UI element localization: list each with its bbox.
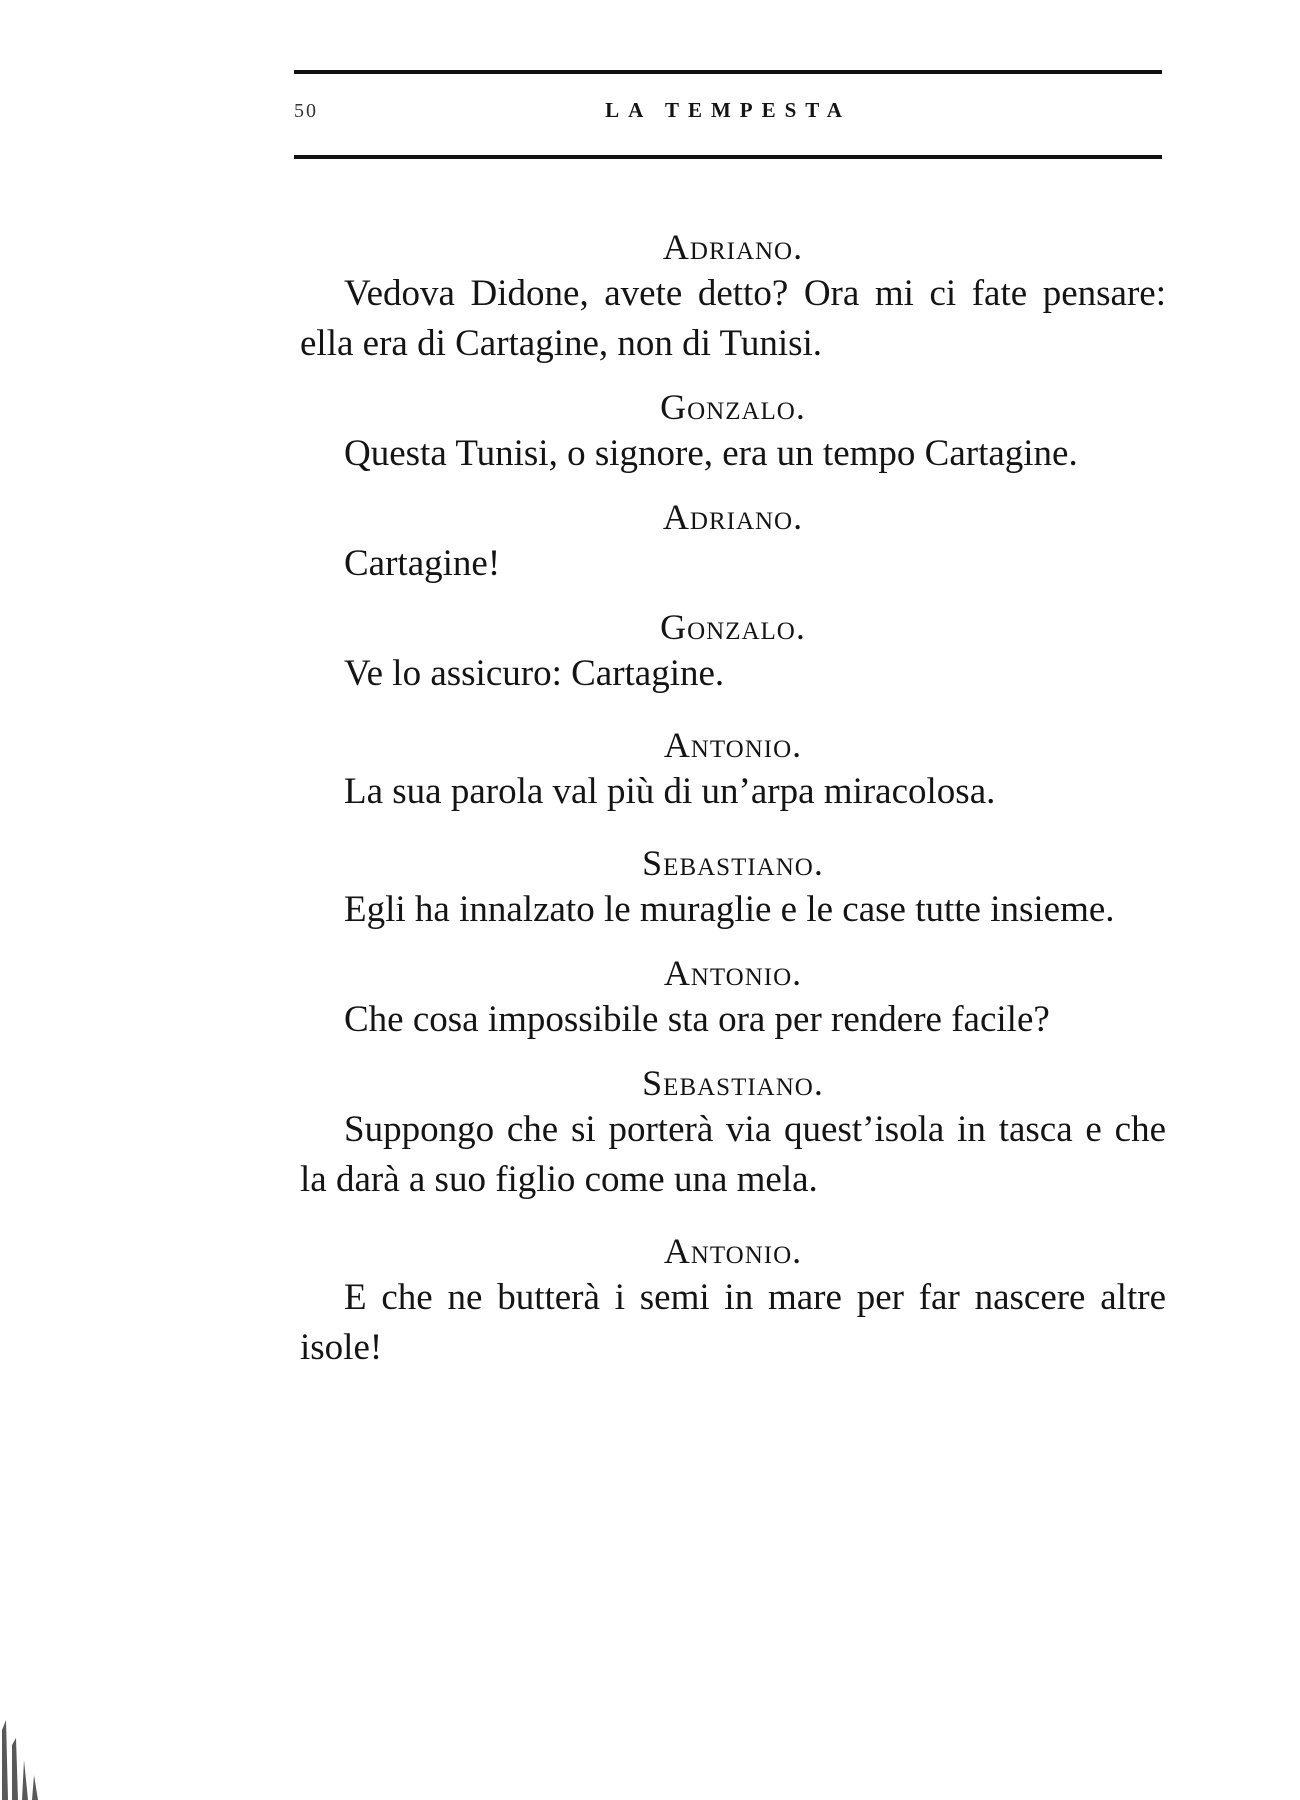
running-title: LA TEMPESTA [605,98,851,122]
speech-line: Che cosa impossibile sta ora per rendere facile? [344,999,1050,1040]
speaker-name: Antonio. [663,725,803,765]
speech-line: Vedova Didone, avete detto? Ora mi ci fate pensare: ella era di Cartagine, non di Tunisi. [300,273,1166,364]
speaker-name: Antonio. [663,1231,803,1271]
header-rule-top [294,70,1162,74]
speech-line: Ve lo assicuro: Cartagine. [344,653,725,694]
page-number: 50 [294,100,318,122]
speaker-name: Adriano. [662,227,804,267]
speech-line: La sua parola val più di un’arpa miracolosa. [344,771,996,812]
speech-line: Questa Tunisi, o signore, era un tempo Cartagine. [344,433,1078,474]
speaker-name: Gonzalo. [660,607,806,647]
speaker-name: Sebastiano. [642,1063,824,1103]
header-rule-bottom [294,155,1162,159]
speaker-name: Sebastiano. [642,843,824,883]
dialogue-text [300,225,1166,1373]
speech-line: E che ne butterà i semi in mare per far nascere altre isole! [300,1277,1166,1368]
speech-line: Egli ha innalzato le muraglie e le case tutte insieme. [344,889,1115,930]
speaker-name: Antonio. [663,953,803,993]
scan-edge-artifact [0,1650,42,1800]
speaker-name: Adriano. [662,497,804,537]
speech-line: Suppongo che si porterà via quest’isola in tasca e che la darà a suo figlio come una mela. [300,1109,1166,1200]
speech-line: Cartagine! [344,543,501,584]
page-header [294,96,1162,136]
speaker-name: Gonzalo. [660,387,806,427]
